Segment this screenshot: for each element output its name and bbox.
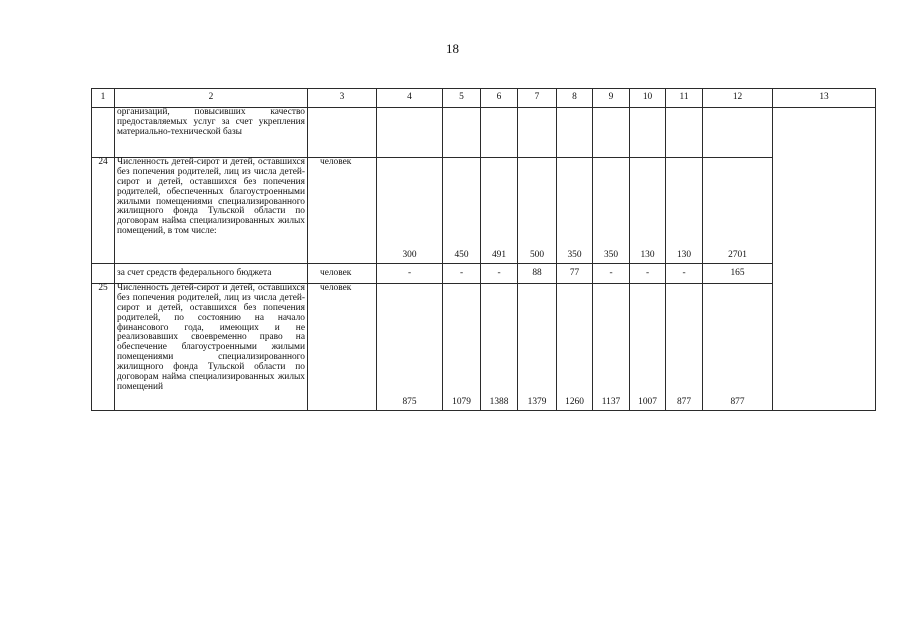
indicator-description: Численность детей-сирот и детей, оставшихся без попечения родителей, лиц из числа детей-сирот и детей, оставшихся без попечения родителей, по состоянию на начало финансового года, имеющих и не реализовавших своевременно право на обеспечение благоустроенными жилыми помещениями специализированного жилищного фонда Тульской области по договорам найма специализированных жилых помещений bbox=[115, 284, 308, 411]
value-cell: 350 bbox=[593, 158, 630, 264]
value-cell: 1388 bbox=[481, 284, 518, 411]
value-cell: 491 bbox=[481, 158, 518, 264]
value-cell: 500 bbox=[518, 158, 557, 264]
total-cell: 877 bbox=[703, 284, 773, 411]
value-cell: 1007 bbox=[630, 284, 666, 411]
value-cell bbox=[593, 108, 630, 158]
value-cell: 1379 bbox=[518, 284, 557, 411]
value-cell: 875 bbox=[377, 284, 443, 411]
total-cell: 2701 bbox=[703, 158, 773, 264]
value-cell bbox=[630, 108, 666, 158]
total-cell: 165 bbox=[703, 264, 773, 284]
value-cell: 877 bbox=[666, 284, 703, 411]
total-cell bbox=[703, 108, 773, 158]
value-cell: 450 bbox=[443, 158, 481, 264]
value-cell bbox=[443, 108, 481, 158]
unit-cell: человек bbox=[308, 284, 377, 411]
header-cell: 1 bbox=[92, 89, 115, 108]
value-cell: 1137 bbox=[593, 284, 630, 411]
header-cell: 10 bbox=[630, 89, 666, 108]
value-cell: - bbox=[377, 264, 443, 284]
value-cell: 300 bbox=[377, 158, 443, 264]
value-cell bbox=[377, 108, 443, 158]
header-cell: 8 bbox=[557, 89, 593, 108]
header-cell: 12 bbox=[703, 89, 773, 108]
value-cell: - bbox=[630, 264, 666, 284]
value-cell bbox=[518, 108, 557, 158]
indicator-description: за счет средств федерального бюджета bbox=[115, 264, 308, 284]
table-row-continuation bbox=[92, 108, 876, 158]
header-cell: 4 bbox=[377, 89, 443, 108]
value-cell bbox=[481, 108, 518, 158]
value-cell: - bbox=[593, 264, 630, 284]
indicator-description: Численность детей-сирот и детей, оставшихся без попечения родителей, лиц из числа детей-сирот и детей, оставшихся без попечения родителей, обеспеченных благоустроенными жилыми помещениями специализированного жилищного фонда Тульской области по договорам найма специализированных жилых помещений, в том числе: bbox=[115, 158, 308, 264]
indicators-table bbox=[91, 88, 876, 411]
page-number: 18 bbox=[446, 41, 459, 56]
table-row-24 bbox=[92, 158, 876, 264]
value-cell: - bbox=[481, 264, 518, 284]
header-row bbox=[92, 89, 876, 108]
value-cell: 130 bbox=[666, 158, 703, 264]
header-cell: 11 bbox=[666, 89, 703, 108]
value-cell: 88 bbox=[518, 264, 557, 284]
header-cell: 3 bbox=[308, 89, 377, 108]
table-row-25 bbox=[92, 284, 876, 411]
value-cell: 130 bbox=[630, 158, 666, 264]
header-cell: 6 bbox=[481, 89, 518, 108]
value-cell: - bbox=[666, 264, 703, 284]
header-cell: 2 bbox=[115, 89, 308, 108]
unit-cell bbox=[308, 108, 377, 158]
row-number-cell bbox=[92, 108, 115, 158]
header-cell: 7 bbox=[518, 89, 557, 108]
header-cell: 13 bbox=[773, 89, 876, 108]
indicator-description: организаций, повысивших качество предоставляемых услуг за счет укрепления материально-технической базы bbox=[115, 108, 308, 158]
value-cell bbox=[557, 108, 593, 158]
header-cell: 9 bbox=[593, 89, 630, 108]
header-cell: 5 bbox=[443, 89, 481, 108]
unit-cell: человек bbox=[308, 158, 377, 264]
value-cell: 1260 bbox=[557, 284, 593, 411]
row-number-cell bbox=[92, 264, 115, 284]
value-cell: - bbox=[443, 264, 481, 284]
row-number-cell: 25 bbox=[92, 284, 115, 411]
value-cell: 1079 bbox=[443, 284, 481, 411]
row-number-cell: 24 bbox=[92, 158, 115, 264]
note-cell bbox=[773, 108, 876, 411]
table-row-24-federal bbox=[92, 264, 876, 284]
value-cell: 77 bbox=[557, 264, 593, 284]
unit-cell: человек bbox=[308, 264, 377, 284]
value-cell bbox=[666, 108, 703, 158]
value-cell: 350 bbox=[557, 158, 593, 264]
